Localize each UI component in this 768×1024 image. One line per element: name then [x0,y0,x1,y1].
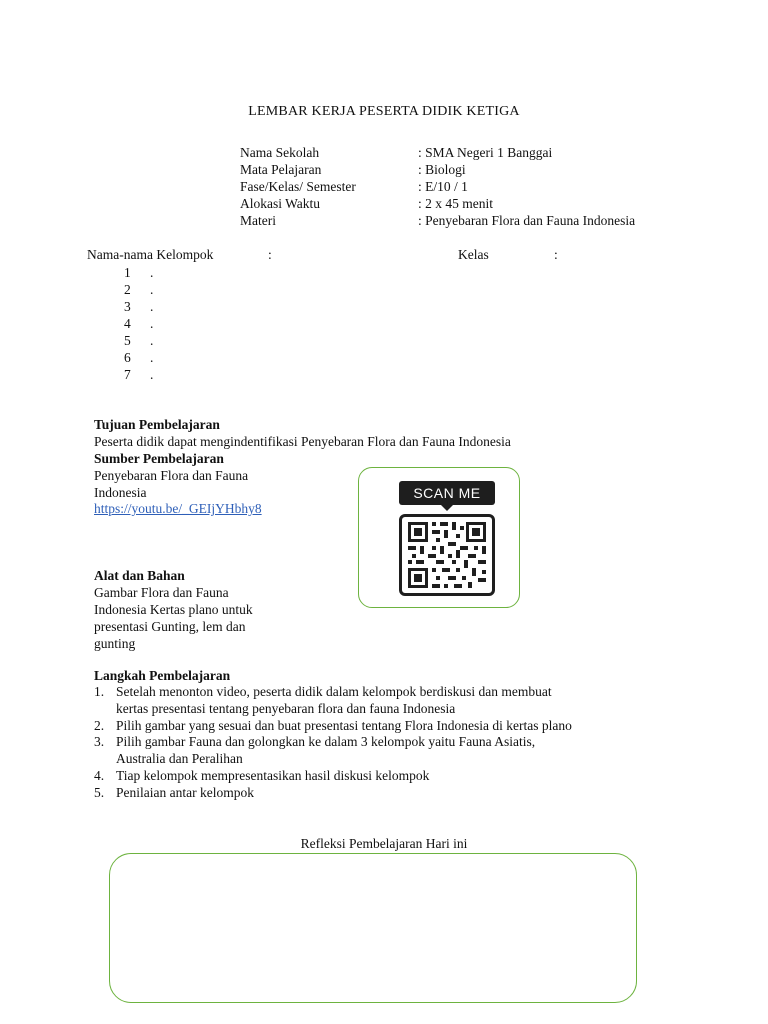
list-item [124,298,153,315]
info-value: : 2 x 45 menit [418,196,493,211]
tujuan-heading: Tujuan Pembelajaran [94,417,220,432]
member-number: 7 [124,367,131,382]
qr-card [358,467,520,608]
step-line: kertas presentasi tentang penyebaran flora dan fauna Indonesia [116,700,456,716]
member-number: 4 [124,316,131,331]
step-line: Pilih gambar yang sesuai dan buat presentasi tentang Flora Indonesia di kertas plano [116,717,572,733]
refleksi-title: Refleksi Pembelajaran Hari ini [300,836,468,851]
qr-code-icon[interactable] [402,517,492,593]
langkah-heading: Langkah Pembelajaran [94,668,231,683]
info-value: : Biologi [418,162,466,177]
member-name: . [150,316,154,331]
alat-heading: Alat dan Bahan [94,568,185,583]
scan-tag-pointer [441,505,453,511]
member-number: 5 [124,333,131,348]
step-line: Penilaian antar kelompok [116,784,254,800]
step-number: 3. [94,734,105,750]
sumber-heading: Sumber Pembelajaran [94,451,224,466]
step-number: 4. [94,767,105,783]
list-item [94,768,654,785]
member-name: . [150,350,154,365]
member-number: 1 [124,265,131,280]
member-name: . [150,265,154,280]
info-value: : E/10 / 1 [418,179,468,194]
member-name: . [150,367,154,382]
member-number: 6 [124,350,131,365]
list-item [124,349,153,366]
info-label: Mata Pelajaran [240,162,322,177]
worksheet-title: LEMBAR KERJA PESERTA DIDIK KETIGA [248,104,520,119]
qr-code-frame [399,514,495,596]
alat-line: gunting [94,636,136,651]
group-colon: : [268,247,272,262]
member-number: 2 [124,282,131,297]
list-item [124,366,153,383]
info-value: : Penyebaran Flora dan Fauna Indonesia [418,213,636,228]
sumber-line: Penyebaran Flora dan Fauna [94,468,249,483]
member-list [124,264,153,383]
list-item [124,264,153,281]
video-link[interactable]: https://youtu.be/_GEIjYHbhy8 [94,501,262,516]
step-line: Pilih gambar Fauna dan golongkan ke dalam 3 kelompok yaitu Fauna Asiatis, [116,734,536,750]
list-item [94,785,654,802]
class-colon: : [554,247,558,262]
member-number: 3 [124,299,131,314]
member-name: . [150,333,154,348]
member-name: . [150,282,154,297]
step-line: Australia dan Peralihan [116,751,243,767]
alat-line: Gambar Flora dan Fauna [94,585,229,600]
list-item [94,734,654,768]
class-label: Kelas [458,247,489,262]
tujuan-text: Peserta didik dapat mengindentifikasi Penyebaran Flora dan Fauna Indonesia [94,434,511,449]
sumber-line: Indonesia [94,485,147,500]
info-label: Materi [240,213,276,228]
step-line: Tiap kelompok mempresentasikan hasil diskusi kelompok [116,767,430,783]
list-item [94,718,654,735]
step-number: 1. [94,684,105,699]
info-label: Alokasi Waktu [240,196,321,211]
alat-line: Indonesia Kertas plano untuk [94,602,253,617]
step-number: 2. [94,717,105,733]
step-number: 5. [94,784,105,800]
info-label: Fase/Kelas/ Semester [240,179,356,194]
member-name: . [150,299,154,314]
info-value: : SMA Negeri 1 Banggai [418,145,553,160]
list-item [124,315,153,332]
group-label: Nama-nama Kelompok [87,247,214,262]
refleksi-answer-box[interactable] [109,853,637,1003]
step-list [94,684,654,802]
step-line: Setelah menonton video, peserta didik dalam kelompok berdiskusi dan membuat [116,684,552,699]
alat-line: presentasi Gunting, lem dan [94,619,246,634]
info-label: Nama Sekolah [240,145,320,160]
list-item [124,332,153,349]
list-item [94,684,654,718]
list-item [124,281,153,298]
scan-me-label: SCAN ME [399,481,495,505]
